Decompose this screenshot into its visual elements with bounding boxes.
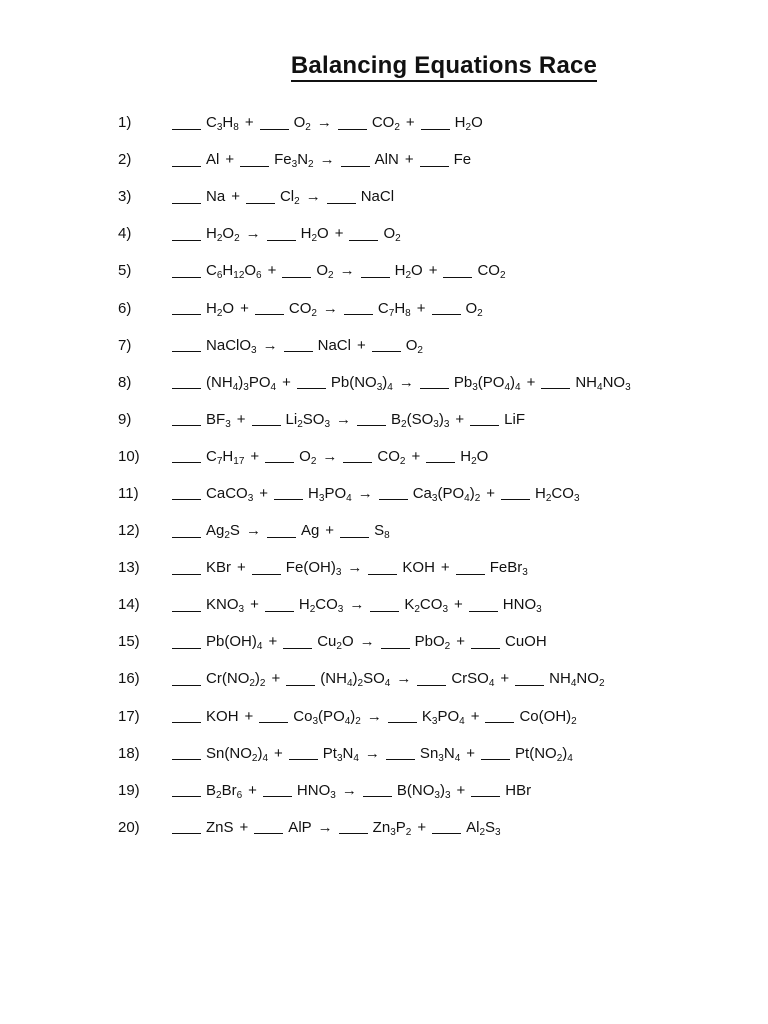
coefficient-blank[interactable] — [172, 795, 201, 797]
equation-row — [118, 141, 738, 178]
coefficient-blank[interactable] — [172, 573, 201, 575]
chemical-formula: $K_2CO_3$ — [404, 596, 448, 616]
chemical-formula: $Ca_3(PO_4)_2$ — [412, 484, 481, 504]
plus-sign: + — [282, 373, 291, 391]
equation-row — [118, 364, 738, 401]
equation-number: 5) — [118, 262, 132, 280]
coefficient-blank[interactable] — [282, 276, 311, 278]
equation-number: 7) — [118, 336, 132, 354]
chemical-formula: $CO_2$ — [288, 299, 317, 319]
arrow-symbol: → — [339, 262, 355, 280]
equation-body — [172, 374, 631, 391]
coefficient-blank[interactable] — [426, 461, 455, 463]
chemical-formula: KBr — [206, 559, 232, 577]
equation-row — [118, 104, 738, 141]
coefficient-blank[interactable] — [255, 313, 284, 315]
equation-row — [118, 475, 738, 512]
equation-row — [118, 809, 738, 846]
chemical-formula: $BF_3$ — [206, 410, 231, 430]
chemical-formula: $Pt(NO_2)_4$ — [515, 744, 573, 764]
chemical-formula: KOH — [402, 559, 435, 577]
plus-sign: + — [240, 299, 249, 317]
chemical-formula: $Pb(NO_3)_4$ — [330, 373, 393, 393]
chemical-formula: $Cl_2$ — [279, 188, 300, 208]
chemical-formula: $Li_2SO_3$ — [285, 410, 331, 430]
chemical-formula: $Sn(NO_2)_4$ — [206, 744, 268, 764]
chemical-formula: $O_2$ — [405, 336, 423, 356]
chemical-formula: $C_7H_{17}$ — [206, 447, 245, 467]
plus-sign: + — [274, 744, 283, 762]
plus-sign: + — [250, 596, 259, 614]
equation-number: 8) — [118, 373, 132, 391]
equation-row — [118, 289, 738, 326]
plus-sign: + — [404, 151, 414, 169]
equation-number: 20) — [118, 818, 140, 836]
coefficient-blank[interactable] — [172, 498, 201, 500]
coefficient-blank[interactable] — [372, 350, 401, 352]
plus-sign: + — [456, 633, 465, 651]
chemical-formula: Fe — [453, 151, 472, 169]
chemical-formula: CrSO$_4$ — [451, 670, 495, 690]
chemical-formula: $H_2O_2$ — [206, 225, 240, 245]
chemical-formula: $CO_2$ — [477, 262, 506, 282]
coefficient-blank[interactable] — [265, 610, 294, 612]
equation-number: 14) — [118, 596, 140, 614]
coefficient-blank[interactable] — [344, 313, 373, 315]
plus-sign: + — [267, 262, 277, 280]
arrow-symbol: → — [245, 522, 261, 540]
chemical-formula: $O_2$ — [299, 447, 317, 467]
chemical-formula: $H_2O$ — [460, 447, 489, 467]
plus-sign: + — [500, 670, 510, 688]
plus-sign: + — [466, 744, 476, 762]
chemical-formula: $O_2$ — [465, 299, 483, 319]
chemical-formula: $Al_2S_3$ — [466, 818, 501, 838]
coefficient-blank[interactable] — [172, 276, 201, 278]
coefficient-blank[interactable] — [420, 387, 449, 389]
coefficient-blank[interactable] — [338, 128, 367, 130]
coefficient-blank[interactable] — [274, 498, 303, 500]
coefficient-blank[interactable] — [172, 387, 201, 389]
equation-body — [172, 559, 528, 579]
equation-number: 17) — [118, 707, 140, 725]
arrow-symbol: → — [398, 373, 414, 391]
coefficient-blank[interactable] — [469, 610, 498, 612]
coefficient-blank[interactable] — [470, 424, 499, 426]
equation-number: 16) — [118, 670, 140, 688]
coefficient-blank[interactable] — [370, 610, 399, 612]
coefficient-blank[interactable] — [443, 276, 472, 278]
chemical-formula: CuOH — [504, 633, 547, 651]
equation-body — [172, 225, 401, 245]
coefficient-blank[interactable] — [381, 647, 410, 649]
coefficient-blank[interactable] — [379, 498, 408, 500]
plus-sign: + — [428, 262, 438, 280]
coefficient-blank[interactable] — [252, 573, 281, 575]
plus-sign: + — [237, 559, 246, 577]
equation-number: 10) — [118, 447, 140, 465]
equation-body — [172, 300, 483, 317]
coefficient-blank[interactable] — [286, 684, 315, 686]
coefficient-blank[interactable] — [368, 573, 397, 575]
equation-row — [118, 401, 738, 438]
chemical-formula: $KNO_3$ — [206, 596, 245, 616]
coefficient-blank[interactable] — [471, 647, 500, 649]
equation-body — [172, 337, 423, 354]
equation-number: 2) — [118, 151, 132, 169]
chemical-formula: $B(NO_3)_3$ — [396, 781, 451, 801]
chemical-formula: Al — [206, 151, 220, 169]
equation-row — [118, 512, 738, 549]
equation-body — [172, 262, 506, 282]
arrow-symbol: → — [316, 114, 332, 132]
arrow-symbol: → — [359, 633, 375, 651]
coefficient-blank[interactable] — [417, 684, 446, 686]
coefficient-blank[interactable] — [260, 128, 289, 130]
plus-sign: + — [231, 188, 240, 206]
plus-sign: + — [334, 225, 344, 243]
chemical-formula: FeBr$_3$ — [489, 559, 528, 579]
coefficient-blank[interactable] — [172, 239, 201, 241]
page-title — [0, 52, 768, 80]
plus-sign: + — [236, 410, 246, 428]
equation-number: 1) — [118, 114, 132, 132]
coefficient-blank[interactable] — [297, 387, 326, 389]
equation-number: 13) — [118, 559, 140, 577]
coefficient-blank[interactable] — [265, 461, 294, 463]
chemical-formula: $H_2O$ — [394, 262, 423, 282]
chemical-formula: $H_3PO_4$ — [308, 484, 352, 504]
chemical-formula: $(NH_4)_3PO_4$ — [206, 373, 277, 393]
plus-sign: + — [417, 818, 427, 836]
coefficient-blank[interactable] — [172, 758, 201, 760]
chemical-formula: $Ag_2S$ — [206, 522, 240, 542]
equation-body — [172, 633, 547, 653]
chemical-formula: $H_2O$ — [454, 114, 483, 134]
coefficient-blank[interactable] — [172, 350, 201, 352]
coefficient-blank[interactable] — [341, 165, 370, 167]
arrow-symbol: → — [322, 447, 338, 465]
equation-row — [118, 698, 738, 735]
coefficient-blank[interactable] — [172, 313, 201, 315]
plus-sign: + — [486, 484, 496, 502]
arrow-symbol: → — [366, 707, 382, 725]
coefficient-blank[interactable] — [172, 721, 201, 723]
equation-body — [172, 448, 488, 465]
equation-number: 3) — [118, 188, 132, 206]
chemical-formula: $H_2CO_3$ — [535, 484, 580, 504]
coefficient-blank[interactable] — [541, 387, 570, 389]
plus-sign: + — [244, 114, 254, 132]
plus-sign: + — [259, 484, 269, 502]
plus-sign: + — [225, 151, 235, 169]
plus-sign: + — [244, 707, 254, 725]
coefficient-blank[interactable] — [289, 758, 318, 760]
chemical-formula: $Co(OH)_2$ — [519, 707, 577, 727]
equation-body — [172, 114, 483, 134]
chemical-formula: Na — [206, 188, 226, 206]
coefficient-blank[interactable] — [263, 795, 292, 797]
chemical-formula: ZnS — [206, 818, 234, 836]
coefficient-blank[interactable] — [340, 536, 369, 538]
coefficient-blank[interactable] — [471, 795, 500, 797]
arrow-symbol: → — [349, 596, 365, 614]
plus-sign: + — [455, 410, 465, 428]
coefficient-blank[interactable] — [283, 647, 312, 649]
chemical-formula: $CO_2$ — [371, 114, 400, 134]
chemical-formula: $B_2(SO_3)_3$ — [391, 410, 450, 430]
equation-row — [118, 549, 738, 586]
chemical-formula: PbO$_2$ — [414, 633, 451, 653]
chemical-formula: $NH_4NO_3$ — [575, 373, 631, 393]
chemical-formula: $Fe_3N_2$ — [274, 151, 314, 171]
coefficient-blank[interactable] — [172, 461, 201, 463]
coefficient-blank[interactable] — [240, 165, 269, 167]
plus-sign: + — [470, 707, 480, 725]
chemical-formula: CaCO$_3$ — [206, 484, 254, 504]
coefficient-blank[interactable] — [349, 239, 378, 241]
coefficient-blank[interactable] — [386, 758, 415, 760]
plus-sign: + — [268, 633, 278, 651]
coefficient-blank[interactable] — [485, 721, 514, 723]
equation-body — [172, 670, 605, 690]
coefficient-blank[interactable] — [246, 202, 275, 204]
chemical-formula: $H_2O$ — [206, 299, 235, 319]
arrow-symbol: → — [396, 670, 412, 688]
equation-body — [172, 188, 395, 208]
chemical-formula: $CO_2$ — [377, 447, 406, 467]
equation-number: 6) — [118, 299, 132, 317]
chemical-formula: NaCl — [360, 188, 395, 206]
equation-list — [118, 104, 738, 846]
chemical-formula: KOH — [206, 707, 239, 725]
equation-row — [118, 660, 738, 697]
arrow-symbol: → — [347, 559, 363, 577]
plus-sign: + — [239, 818, 249, 836]
plus-sign: + — [356, 336, 366, 354]
chemical-formula: $O_2$ — [316, 262, 334, 282]
title-text: Balancing Equations Race — [291, 52, 597, 82]
chemical-formula: $Fe(OH)_3$ — [285, 559, 342, 579]
equation-number: 18) — [118, 744, 140, 762]
chemical-formula: $Sn_3N_4$ — [419, 744, 461, 764]
chemical-formula: $C_3H_8$ — [206, 114, 239, 134]
arrow-symbol: → — [341, 781, 357, 799]
equation-body — [172, 596, 542, 616]
arrow-symbol: → — [322, 299, 338, 317]
equation-row — [118, 327, 738, 364]
coefficient-blank[interactable] — [172, 647, 201, 649]
chemical-formula: HBr — [505, 781, 532, 799]
coefficient-blank[interactable] — [432, 832, 461, 834]
coefficient-blank[interactable] — [259, 721, 288, 723]
equation-row — [118, 623, 738, 660]
equation-number: 15) — [118, 633, 140, 651]
chemical-formula: $Pt_3N_4$ — [322, 744, 359, 764]
arrow-symbol: → — [305, 188, 321, 206]
coefficient-blank[interactable] — [456, 573, 485, 575]
coefficient-blank[interactable] — [172, 536, 201, 538]
coefficient-blank[interactable] — [172, 202, 201, 204]
equation-body — [172, 522, 390, 542]
equation-body — [172, 745, 573, 762]
coefficient-blank[interactable] — [481, 758, 510, 760]
arrow-symbol: → — [245, 225, 261, 243]
coefficient-blank[interactable] — [172, 128, 201, 130]
coefficient-blank[interactable] — [172, 610, 201, 612]
plus-sign: + — [325, 522, 335, 540]
equation-body — [172, 708, 577, 725]
arrow-symbol: → — [262, 336, 278, 354]
coefficient-blank[interactable] — [254, 832, 283, 834]
coefficient-blank[interactable] — [420, 165, 449, 167]
coefficient-blank[interactable] — [361, 276, 390, 278]
coefficient-blank[interactable] — [363, 795, 392, 797]
coefficient-blank[interactable] — [252, 424, 281, 426]
equation-body — [172, 819, 501, 836]
plus-sign: + — [526, 373, 536, 391]
equation-body — [172, 485, 580, 502]
chemical-formula: $Cu_2O$ — [317, 633, 354, 653]
coefficient-blank[interactable] — [432, 313, 461, 315]
chemical-formula: $S_8$ — [374, 522, 390, 542]
equation-row — [118, 215, 738, 252]
coefficient-blank[interactable] — [172, 684, 201, 686]
arrow-symbol: → — [319, 151, 335, 169]
equation-number: 19) — [118, 781, 140, 799]
chemical-formula: $Pb(OH)_4$ — [206, 633, 263, 653]
chemical-formula: $HNO_3$ — [502, 596, 542, 616]
plus-sign: + — [405, 114, 415, 132]
equation-row — [118, 772, 738, 809]
coefficient-blank[interactable] — [357, 424, 386, 426]
arrow-symbol: → — [317, 818, 333, 836]
chemical-formula: AlN — [374, 151, 399, 169]
chemical-formula: $(NH_4)_2SO_4$ — [320, 670, 391, 690]
chemical-formula: $Cr(NO_2)_2$ — [206, 670, 266, 690]
coefficient-blank[interactable] — [172, 165, 201, 167]
coefficient-blank[interactable] — [284, 350, 313, 352]
chemical-formula: $Pb_3(PO_4)_4$ — [453, 373, 521, 393]
equation-body — [172, 151, 472, 171]
equation-row — [118, 252, 738, 289]
chemical-formula: AlP — [288, 818, 312, 836]
equation-number: 12) — [118, 522, 140, 540]
plus-sign: + — [411, 447, 421, 465]
coefficient-blank[interactable] — [267, 239, 296, 241]
coefficient-blank[interactable] — [172, 832, 201, 834]
equation-row — [118, 438, 738, 475]
chemical-formula: $B_2Br_6$ — [206, 781, 243, 801]
plus-sign: + — [456, 781, 466, 799]
chemical-formula: NaCl — [317, 336, 351, 354]
coefficient-blank[interactable] — [172, 424, 201, 426]
plus-sign: + — [440, 559, 450, 577]
equation-number: 9) — [118, 410, 132, 428]
chemical-formula: $H_2O$ — [300, 225, 329, 245]
chemical-formula: $C_7H_8$ — [377, 299, 411, 319]
plus-sign: + — [271, 670, 281, 688]
chemical-formula: Ag — [300, 522, 320, 540]
chemical-formula: $O_2$ — [293, 114, 311, 134]
coefficient-blank[interactable] — [388, 721, 417, 723]
coefficient-blank[interactable] — [339, 832, 368, 834]
chemical-formula: $HNO_3$ — [296, 781, 336, 801]
arrow-symbol: → — [364, 744, 380, 762]
chemical-formula: LiF — [504, 410, 526, 428]
chemical-formula: $C_6H_{12}O_6$ — [206, 262, 262, 282]
equation-number: 4) — [118, 225, 132, 243]
coefficient-blank[interactable] — [267, 536, 296, 538]
coefficient-blank[interactable] — [421, 128, 450, 130]
arrow-symbol: → — [357, 484, 373, 502]
arrow-symbol: → — [336, 410, 352, 428]
equation-number: 11) — [118, 484, 139, 502]
equation-body — [172, 411, 525, 428]
chemical-formula: $H_2CO_3$ — [298, 596, 344, 616]
chemical-formula: $O_2$ — [383, 225, 401, 245]
equation-row — [118, 735, 738, 772]
chemical-formula: $Zn_3P_2$ — [372, 818, 412, 838]
plus-sign: + — [248, 781, 257, 799]
chemical-formula: $K_3PO_4$ — [421, 707, 465, 727]
chemical-formula: $NH_4NO_2$ — [549, 670, 605, 690]
chemical-formula: NaClO$_3$ — [206, 336, 257, 356]
coefficient-blank[interactable] — [501, 498, 530, 500]
plus-sign: + — [416, 299, 426, 317]
plus-sign: + — [454, 596, 463, 614]
equation-row — [118, 178, 738, 215]
chemical-formula: $Co_3(PO_4)_2$ — [293, 707, 361, 727]
equation-row — [118, 586, 738, 623]
coefficient-blank[interactable] — [343, 461, 372, 463]
coefficient-blank[interactable] — [327, 202, 356, 204]
coefficient-blank[interactable] — [515, 684, 544, 686]
plus-sign: + — [250, 447, 260, 465]
equation-body — [172, 782, 531, 799]
